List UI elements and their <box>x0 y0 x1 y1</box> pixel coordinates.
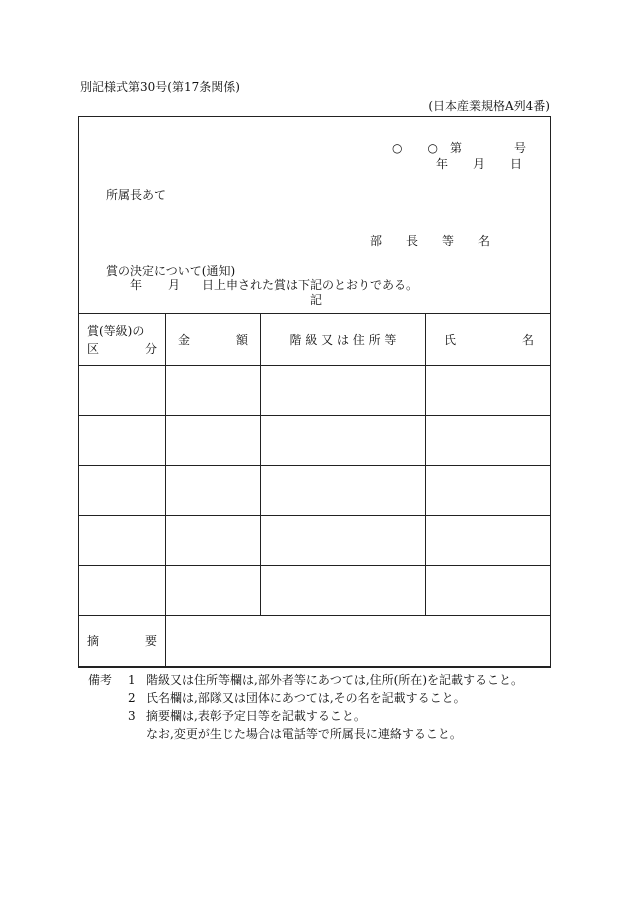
header-category-ku: 区 <box>87 341 100 356</box>
head-title-char: 部 <box>370 234 383 248</box>
cell-amount[interactable] <box>166 416 261 466</box>
header-name-shi: 氏 <box>444 332 457 347</box>
header-category-line1: 賞(等級)の <box>87 323 145 338</box>
cell-category[interactable] <box>79 466 166 516</box>
header-name-mei: 名 <box>521 332 534 347</box>
cell-name[interactable] <box>426 566 551 616</box>
header-amount-gaku: 額 <box>235 332 248 347</box>
notice-month: 月 <box>168 278 181 292</box>
summary-label-you: 要 <box>144 634 157 648</box>
cell-category[interactable] <box>79 366 166 416</box>
cell-name[interactable] <box>426 466 551 516</box>
note-item <box>88 671 523 689</box>
note-extra <box>88 725 523 743</box>
award-table <box>78 313 551 667</box>
note-number: 2 <box>128 691 136 705</box>
notice-body: 日上申された賞は下記のとおりである。 <box>202 278 419 292</box>
ref-dai: 第 <box>449 141 462 155</box>
reference-number <box>392 141 526 155</box>
cell-rank-address[interactable] <box>261 566 426 616</box>
date-year: 年 <box>436 157 449 171</box>
subject-line: 賞の決定について(通知) <box>106 264 236 278</box>
table-row <box>79 516 551 566</box>
notes-label: 備考 <box>88 673 113 687</box>
paper-size-label: (日本産業規格A列4番) <box>428 99 550 113</box>
summary-label-teki: 摘 <box>87 634 100 648</box>
cell-amount[interactable] <box>166 466 261 516</box>
notice-year: 年 <box>130 278 143 292</box>
header-rank-address: 階 級 又 は 住 所 等 <box>261 314 426 366</box>
cell-category[interactable] <box>79 566 166 616</box>
cell-category[interactable] <box>79 416 166 466</box>
date-month: 月 <box>473 157 486 171</box>
cell-name[interactable] <box>426 416 551 466</box>
note-item <box>88 707 523 725</box>
header-amount-kin: 金 <box>178 332 191 347</box>
table-row <box>79 416 551 466</box>
ref-circle-2: ○ <box>427 141 438 155</box>
notes <box>88 671 523 743</box>
header-name <box>426 314 551 366</box>
header-category-bun: 分 <box>144 341 157 356</box>
cell-rank-address[interactable] <box>261 466 426 516</box>
head-title <box>370 234 490 248</box>
addressee: 所属長あて <box>106 188 167 202</box>
ref-circle-1: ○ <box>392 141 403 155</box>
note-extra-text: なお,変更が生じた場合は電話等で所属長に連絡すること。 <box>146 727 462 741</box>
header-amount <box>166 314 261 366</box>
head-title-char: 長 <box>406 234 419 248</box>
form-title: 別記様式第30号(第17条関係) <box>80 80 240 94</box>
cell-amount[interactable] <box>166 566 261 616</box>
summary-row <box>79 616 551 667</box>
cell-amount[interactable] <box>166 366 261 416</box>
summary-label <box>79 616 166 667</box>
table-header-row <box>79 314 551 366</box>
cell-category[interactable] <box>79 516 166 566</box>
note-text: 摘要欄は,表彰予定日等を記載すること。 <box>146 709 366 723</box>
cell-amount[interactable] <box>166 516 261 566</box>
header-category <box>79 314 166 366</box>
summary-value[interactable] <box>166 616 551 667</box>
date-line <box>436 157 522 171</box>
note-number: 3 <box>128 709 136 723</box>
cell-name[interactable] <box>426 516 551 566</box>
cell-rank-address[interactable] <box>261 366 426 416</box>
note-text: 階級又は住所等欄は,部外者等にあつては,住所(所在)を記載すること。 <box>146 673 523 687</box>
table-row <box>79 566 551 616</box>
head-title-char: 等 <box>442 234 455 248</box>
table-row <box>79 466 551 516</box>
note-number: 1 <box>128 673 136 687</box>
head-title-char: 名 <box>478 234 491 248</box>
ki-mark: 記 <box>310 293 323 307</box>
cell-rank-address[interactable] <box>261 516 426 566</box>
note-text: 氏名欄は,部隊又は団体にあつては,その名を記載すること。 <box>146 691 466 705</box>
date-day: 日 <box>510 157 523 171</box>
note-item <box>88 689 523 707</box>
cell-rank-address[interactable] <box>261 416 426 466</box>
cell-name[interactable] <box>426 366 551 416</box>
notice-line <box>130 278 418 292</box>
table-row <box>79 366 551 416</box>
ref-go: 号 <box>513 141 526 155</box>
